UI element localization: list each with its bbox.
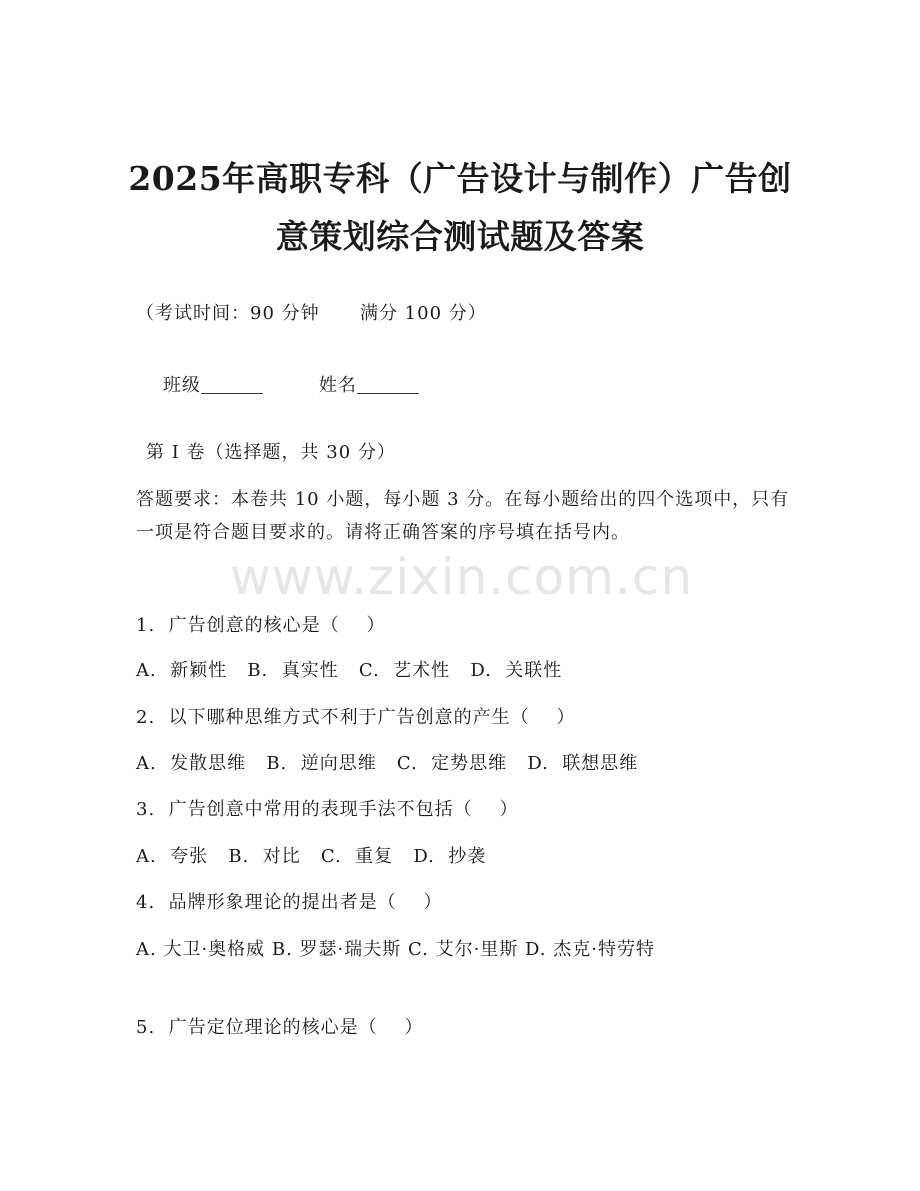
instructions: 答题要求：本卷共 10 小题，每小题 3 分。在每小题给出的四个选项中，只有一项是符合题目要求的。请将正确答案的序号填在括号内。 bbox=[136, 489, 790, 543]
section-title: 第 I 卷（选择题，共 30 分） bbox=[146, 442, 396, 463]
class-label: 班级 bbox=[162, 375, 201, 396]
question-stem: 1. 广告创意的核心是（ ） bbox=[136, 615, 386, 636]
document-title: 2025年高职专科（广告设计与制作）广告创意策划综合测试题及答案 bbox=[128, 159, 792, 256]
question-options: A. 夸张 B. 对比 C. 重复 D. 抄袭 bbox=[136, 846, 487, 867]
class-blank bbox=[201, 375, 263, 394]
student-info-row bbox=[136, 350, 796, 422]
watermark: www.zixin.com.cn bbox=[230, 548, 694, 606]
name-label: 姓名 bbox=[318, 375, 357, 396]
question-options: A. 新颖性 B. 真实性 C. 艺术性 D. 关联性 bbox=[136, 660, 563, 681]
question-stem: 4. 品牌形象理论的提出者是（ ） bbox=[136, 892, 443, 913]
question-stem: 2. 以下哪种思维方式不利于广告创意的产生（ ） bbox=[136, 707, 576, 728]
exam-info: （考试时间：90 分钟 满分 100 分） bbox=[136, 303, 487, 324]
question-stem: 5. 广告定位理论的核心是（ ） bbox=[136, 1017, 424, 1038]
question-stem: 3. 广告创意中常用的表现手法不包括（ ） bbox=[136, 799, 519, 820]
name-blank bbox=[357, 375, 419, 394]
question-options: A. 大卫·奥格威 B. 罗瑟·瑞夫斯 C. 艾尔·里斯 D. 杰克·特劳特 bbox=[136, 939, 655, 960]
question-options: A. 发散思维 B. 逆向思维 C. 定势思维 D. 联想思维 bbox=[136, 753, 639, 774]
